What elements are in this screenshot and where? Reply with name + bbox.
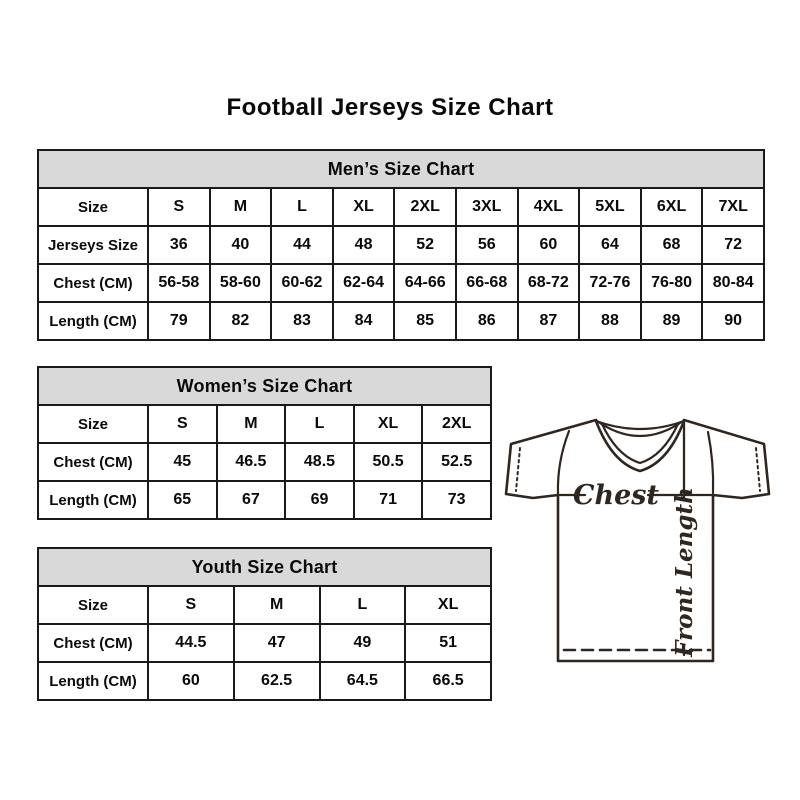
right-armhole-seam xyxy=(708,432,713,493)
table-row xyxy=(38,624,491,662)
size-value-cell: 62-64 xyxy=(333,264,395,302)
size-value-cell: 64-66 xyxy=(394,264,456,302)
size-value-cell: 7XL xyxy=(702,188,764,226)
table-row xyxy=(38,264,764,302)
row-label: Size xyxy=(38,586,148,624)
size-value-cell: 6XL xyxy=(641,188,703,226)
size-value-cell: S xyxy=(148,586,234,624)
size-value-cell: L xyxy=(320,586,406,624)
size-value-cell: 48 xyxy=(333,226,395,264)
row-label: Chest (CM) xyxy=(38,443,148,481)
womens-size-table xyxy=(37,366,492,520)
left-armhole-seam xyxy=(558,431,569,494)
size-value-cell: 52 xyxy=(394,226,456,264)
size-value-cell: 82 xyxy=(210,302,272,340)
size-value-cell: 40 xyxy=(210,226,272,264)
row-label: Jerseys Size xyxy=(38,226,148,264)
size-value-cell: 76-80 xyxy=(641,264,703,302)
table-row xyxy=(38,586,491,624)
youth-table-title: Youth Size Chart xyxy=(38,548,491,586)
size-value-cell: S xyxy=(148,405,217,443)
size-value-cell: 60-62 xyxy=(271,264,333,302)
size-value-cell: 72-76 xyxy=(579,264,641,302)
size-value-cell: XL xyxy=(333,188,395,226)
size-value-cell: 64.5 xyxy=(320,662,406,700)
row-label: Length (CM) xyxy=(38,662,148,700)
youth-size-table xyxy=(37,547,492,701)
size-value-cell: XL xyxy=(354,405,423,443)
table-row xyxy=(38,443,491,481)
size-value-cell: M xyxy=(210,188,272,226)
size-value-cell: 86 xyxy=(456,302,518,340)
table-row xyxy=(38,226,764,264)
jersey-diagram xyxy=(495,405,785,680)
size-value-cell: 45 xyxy=(148,443,217,481)
size-value-cell: 60 xyxy=(148,662,234,700)
size-value-cell: 2XL xyxy=(394,188,456,226)
table-row xyxy=(38,188,764,226)
size-value-cell: 73 xyxy=(422,481,491,519)
size-value-cell: 36 xyxy=(148,226,210,264)
size-value-cell: 69 xyxy=(285,481,354,519)
table-row xyxy=(38,662,491,700)
mens-table-title: Men’s Size Chart xyxy=(38,150,764,188)
size-value-cell: 89 xyxy=(641,302,703,340)
table-row xyxy=(38,302,764,340)
row-label: Length (CM) xyxy=(38,302,148,340)
size-value-cell: 46.5 xyxy=(217,443,286,481)
size-value-cell: L xyxy=(271,188,333,226)
size-value-cell: 71 xyxy=(354,481,423,519)
row-label: Size xyxy=(38,188,148,226)
left-cuff-dotted-line xyxy=(516,448,520,491)
size-value-cell: 3XL xyxy=(456,188,518,226)
size-value-cell: 67 xyxy=(217,481,286,519)
size-value-cell: L xyxy=(285,405,354,443)
jersey-outline xyxy=(506,420,769,661)
size-value-cell: 88 xyxy=(579,302,641,340)
page-title: Football Jerseys Size Chart xyxy=(226,94,554,121)
size-value-cell: S xyxy=(148,188,210,226)
size-value-cell: 87 xyxy=(518,302,580,340)
size-value-cell: 50.5 xyxy=(354,443,423,481)
size-value-cell: 68 xyxy=(641,226,703,264)
size-value-cell: 65 xyxy=(148,481,217,519)
size-value-cell: 80-84 xyxy=(702,264,764,302)
size-value-cell: 84 xyxy=(333,302,395,340)
row-label: Chest (CM) xyxy=(38,624,148,662)
size-value-cell: 48.5 xyxy=(285,443,354,481)
chest-label: Chest xyxy=(573,480,659,511)
size-value-cell: 66.5 xyxy=(405,662,491,700)
size-value-cell: M xyxy=(217,405,286,443)
size-value-cell: 66-68 xyxy=(456,264,518,302)
size-value-cell: M xyxy=(234,586,320,624)
row-label: Chest (CM) xyxy=(38,264,148,302)
row-label: Length (CM) xyxy=(38,481,148,519)
size-value-cell: 44 xyxy=(271,226,333,264)
size-value-cell: XL xyxy=(405,586,491,624)
size-value-cell: 72 xyxy=(702,226,764,264)
table-row xyxy=(38,405,491,443)
size-value-cell: 49 xyxy=(320,624,406,662)
size-value-cell: 52.5 xyxy=(422,443,491,481)
size-value-cell: 58-60 xyxy=(210,264,272,302)
size-value-cell: 44.5 xyxy=(148,624,234,662)
size-value-cell: 68-72 xyxy=(518,264,580,302)
womens-table-title: Women’s Size Chart xyxy=(38,367,491,405)
table-row xyxy=(38,481,491,519)
mens-size-table xyxy=(37,149,765,341)
row-label: Size xyxy=(38,405,148,443)
size-value-cell: 64 xyxy=(579,226,641,264)
size-value-cell: 47 xyxy=(234,624,320,662)
size-value-cell: 90 xyxy=(702,302,764,340)
size-value-cell: 56 xyxy=(456,226,518,264)
right-cuff-dotted-line xyxy=(756,448,760,491)
size-value-cell: 5XL xyxy=(579,188,641,226)
size-value-cell: 62.5 xyxy=(234,662,320,700)
front-length-label: Front Length xyxy=(671,487,698,657)
size-value-cell: 2XL xyxy=(422,405,491,443)
size-value-cell: 83 xyxy=(271,302,333,340)
size-value-cell: 4XL xyxy=(518,188,580,226)
size-value-cell: 79 xyxy=(148,302,210,340)
size-value-cell: 51 xyxy=(405,624,491,662)
size-value-cell: 56-58 xyxy=(148,264,210,302)
size-value-cell: 85 xyxy=(394,302,456,340)
size-value-cell: 60 xyxy=(518,226,580,264)
